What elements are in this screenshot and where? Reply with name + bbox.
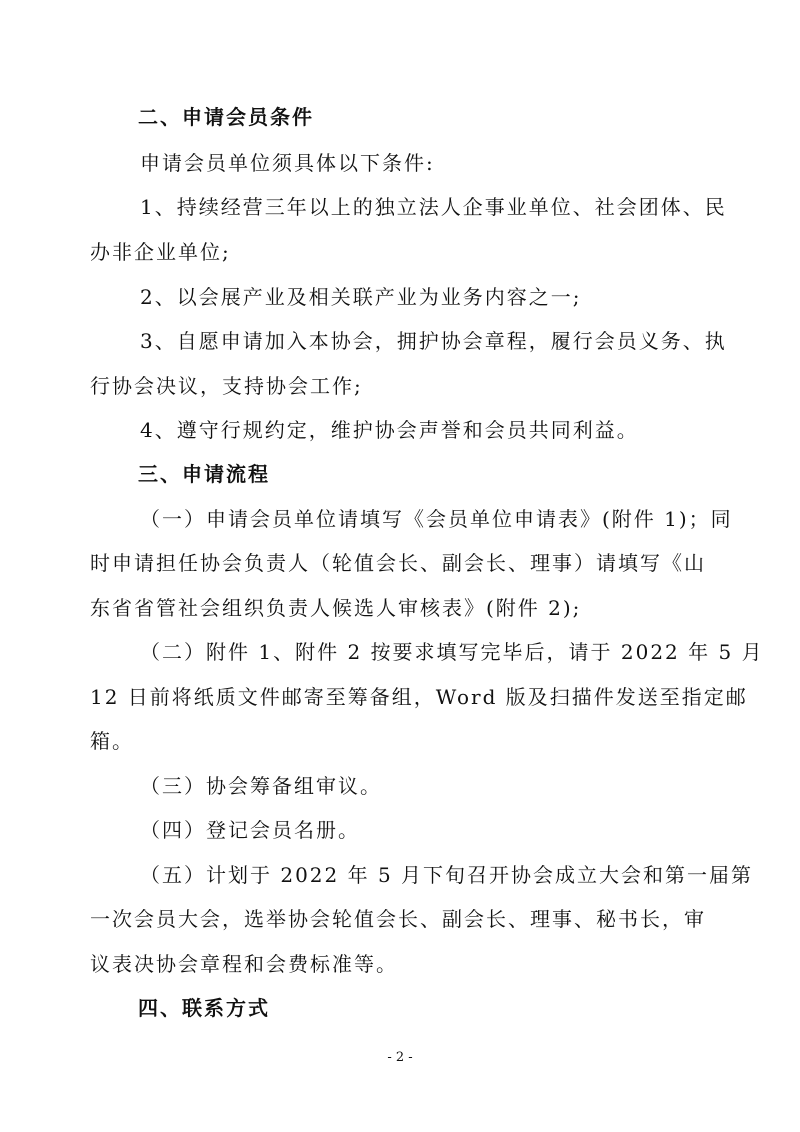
- step-4: （四）登记会员名册。: [140, 818, 360, 842]
- condition-2: 2、以会展产业及相关联产业为业务内容之一;: [140, 285, 582, 309]
- condition-3-line-1: 3、自愿申请加入本协会，拥护协会章程，履行会员义务、执: [140, 329, 727, 353]
- step-5-line-1: （五）计划于 2022 年 5 月下旬召开协会成立大会和第一届第: [140, 863, 754, 887]
- section4-heading: 四、联系方式: [138, 996, 270, 1020]
- condition-3-line-2: 行协会决议，支持协会工作;: [90, 374, 363, 398]
- step-2-line-3: 箱。: [90, 729, 134, 753]
- step-2-line-1: （二）附件 1、附件 2 按要求填写完毕后，请于 2022 年 5 月: [140, 640, 764, 664]
- step-1-line-3: 东省省管社会组织负责人候选人审核表》(附件 2);: [90, 596, 582, 620]
- step-2-line-2: 12 日前将纸质文件邮寄至筹备组，Word 版及扫描件发送至指定邮: [90, 685, 748, 709]
- step-3: （三）协会筹备组审议。: [140, 774, 382, 798]
- section3-heading: 三、申请流程: [138, 462, 270, 486]
- step-1-line-1: （一）申请会员单位请填写《会员单位申请表》(附件 1)；同: [140, 507, 733, 531]
- section2-heading: 二、申请会员条件: [138, 105, 314, 129]
- step-5-line-3: 议表决协会章程和会费标准等。: [90, 952, 398, 976]
- step-1-line-2: 时申请担任协会负责人（轮值会长、副会长、理事）请填写《山: [90, 551, 706, 575]
- condition-4: 4、遵守行规约定，维护协会声誉和会员共同利益。: [140, 418, 639, 442]
- step-5-line-2: 一次会员大会，选举协会轮值会长、副会长、理事、秘书长，审: [90, 907, 706, 931]
- condition-1-line-2: 办非企业单位;: [90, 240, 231, 264]
- condition-1-line-1: 1、持续经营三年以上的独立法人企事业单位、社会团体、民: [140, 195, 727, 219]
- page-number: - 2 -: [387, 1050, 413, 1065]
- section2-intro: 申请会员单位须具体以下条件:: [140, 151, 435, 175]
